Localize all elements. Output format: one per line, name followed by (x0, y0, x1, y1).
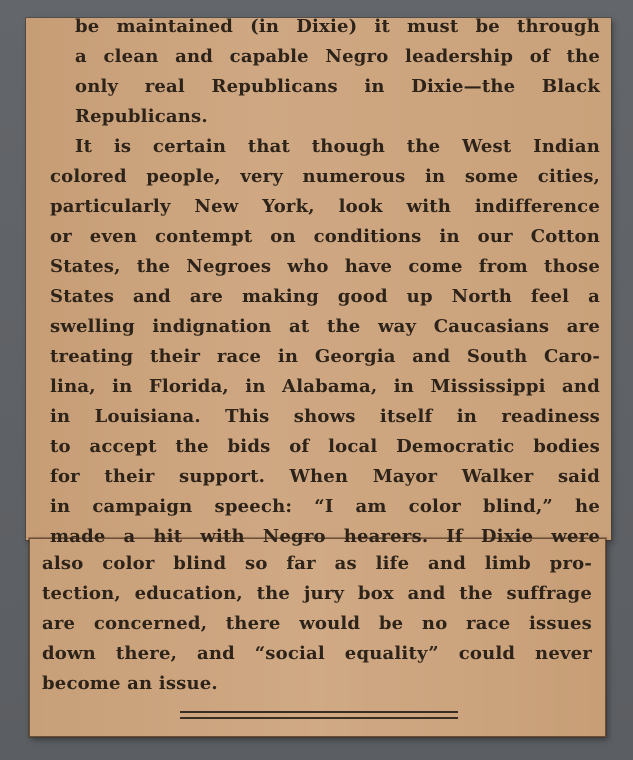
clipping-bottom-text (42, 549, 592, 699)
end-rule-upper (180, 711, 458, 713)
text-line: for their support. When Mayor Walker said (50, 466, 600, 487)
text-line: only real Republicans in Dixie—the Black (75, 76, 600, 97)
end-rule-lower (180, 717, 458, 719)
text-line: down there, and “social equality” could never (42, 643, 592, 664)
text-line: lina, in Florida, in Alabama, in Mississippi and (50, 376, 600, 397)
text-line: are concerned, there would be no race issues (42, 613, 592, 634)
text-line: particularly New York, look with indifference (50, 196, 600, 217)
text-line: become an issue. (42, 673, 218, 694)
text-line: States, the Negroes who have come from those (50, 256, 600, 277)
clipping-top-text (50, 12, 600, 552)
text-line: swelling indignation at the way Caucasians are (50, 316, 600, 337)
text-line: or even contempt on conditions in our Cotton (50, 226, 600, 247)
text-line: be maintained (in Dixie) it must be through (75, 16, 600, 37)
text-line: in campaign speech: “I am color blind,” he (50, 496, 600, 517)
text-line: tection, education, the jury box and the suffrage (42, 583, 592, 604)
text-line: colored people, very numerous in some cities, (50, 166, 600, 187)
text-line: to accept the bids of local Democratic bodies (50, 436, 600, 457)
paragraph-start-line: It is certain that though the West Indian (75, 136, 600, 157)
text-line: States and are making good up North feel a (50, 286, 600, 307)
text-line: treating their race in Georgia and South Caro- (50, 346, 600, 367)
text-line: Republicans. (75, 106, 208, 127)
text-line: a clean and capable Negro leadership of the (75, 46, 600, 67)
text-line: in Louisiana. This shows itself in readiness (50, 406, 600, 427)
text-line: also color blind so far as life and limb pro- (42, 553, 592, 574)
text-line: made a hit with Negro hearers. If Dixie were (50, 526, 600, 547)
